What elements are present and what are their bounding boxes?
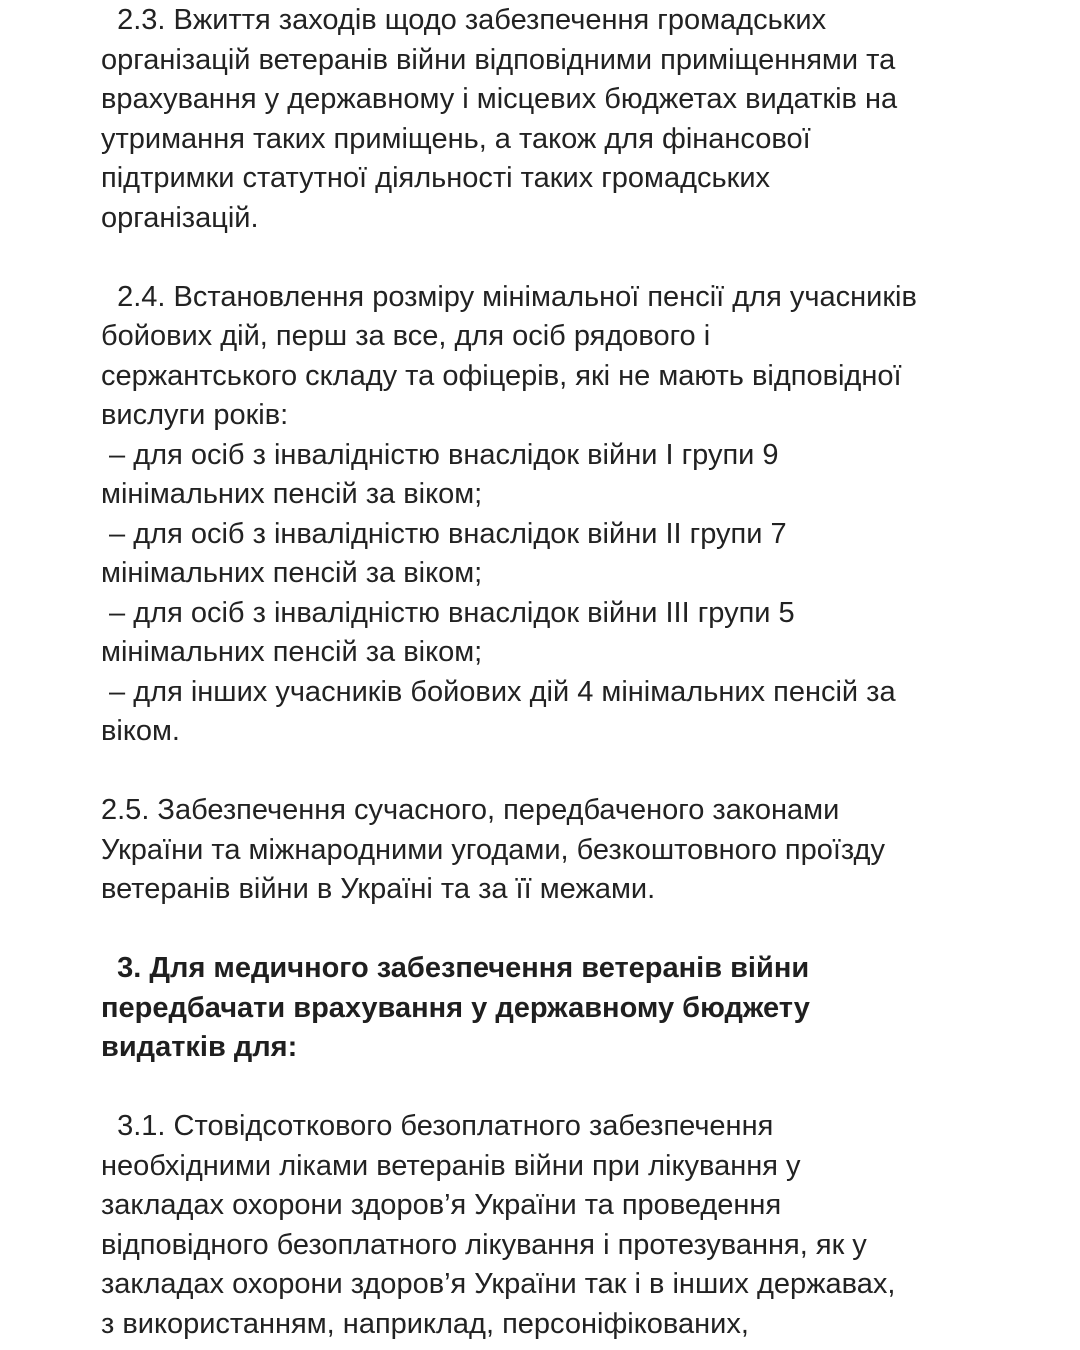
text-line: вислуги років: [101, 399, 289, 431]
text-line: відповідного безоплатного лікування і протезування, як у [101, 1228, 867, 1261]
text-line: організацій. [101, 201, 259, 234]
text-line: підтримки статутної діяльності таких громадських [101, 162, 771, 194]
list-item-line: мінімальних пенсій за віком; [101, 636, 483, 668]
list-item-line: мінімальних пенсій за віком; [101, 557, 483, 589]
paragraph-spacer [101, 910, 1080, 950]
paragraph-spacer [101, 238, 1080, 278]
list-item-line: мінімальних пенсій за віком; [101, 478, 483, 510]
text-line: необхідними ліками ветеранів війни при лікування у [101, 1149, 801, 1182]
text-line: сержантського складу та офіцерів, які не мають відповідної [101, 359, 902, 392]
text-line: утримання таких приміщень, а також для фінансової [101, 122, 811, 155]
heading-line: передбачати врахування у державному бюджету [101, 991, 810, 1024]
heading-line: видатків для: [101, 1031, 298, 1063]
text-line: бойових дій, перш за все, для осіб рядового і [101, 320, 711, 352]
text-line: 2.3. Вжиття заходів щодо забезпечення громадських [101, 4, 827, 36]
list-item-line: – для інших учасників бойових дій 4 мінімальних пенсій за [101, 675, 896, 708]
text-line: закладах охорони здоров’я України так і в інших державах, [101, 1268, 896, 1300]
list-item-line: – для осіб з інвалідністю внаслідок війни І групи 9 [101, 438, 779, 471]
text-line: закладах охорони здоров’я України та проведення [101, 1189, 782, 1221]
paragraph-2-3 [101, 1, 1080, 238]
text-line: 2.4. Встановлення розміру мінімальної пенсії для учасників [101, 280, 917, 313]
text-line: 2.5. Забезпечення сучасного, передбаченого законами [101, 794, 840, 826]
list-item-line: віком. [101, 715, 180, 747]
text-line: з використанням, наприклад, персоніфікованих, [101, 1307, 749, 1340]
heading-line: 3. Для медичного забезпечення ветеранів війни [101, 952, 810, 984]
text-line: врахування у державному і місцевих бюджетах видатків на [101, 83, 898, 115]
list-item-line: – для осіб з інвалідністю внаслідок війни ІІІ групи 5 [101, 596, 795, 629]
paragraph-3-1 [101, 1107, 1080, 1344]
text-line: організацій ветеранів війни відповідними приміщеннями та [101, 43, 896, 76]
paragraph-2-5 [101, 791, 1080, 910]
list-item-line: – для осіб з інвалідністю внаслідок війни ІІ групи 7 [101, 517, 787, 550]
paragraph-spacer [101, 752, 1080, 792]
section-3-heading [101, 949, 1080, 1068]
text-line: України та міжнародними угодами, безкоштовного проїзду [101, 833, 885, 866]
paragraph-2-4 [101, 278, 1080, 752]
paragraph-spacer [101, 1068, 1080, 1108]
text-line: ветеранів війни в Україні та за її межами. [101, 873, 656, 905]
text-line: 3.1. Стовідсоткового безоплатного забезпечення [101, 1110, 774, 1142]
